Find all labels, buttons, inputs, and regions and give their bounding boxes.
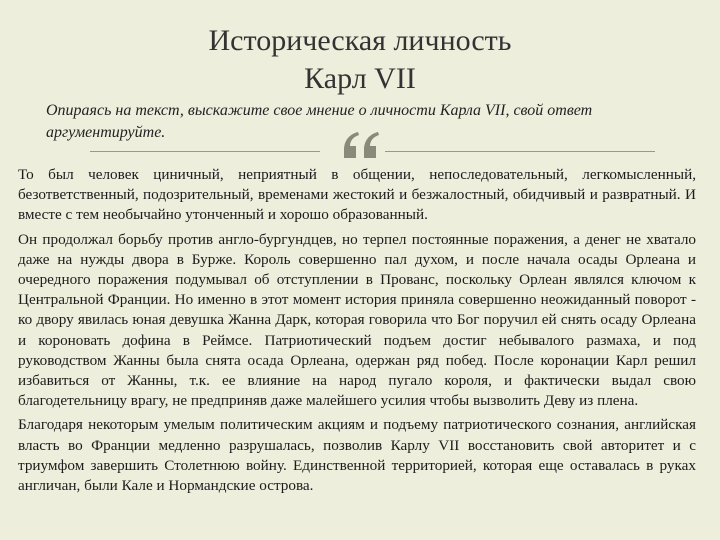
slide-title (150, 22, 570, 98)
divider-left (90, 151, 320, 152)
paragraph-3: Благодаря некоторым умелым политическим акциям и подъему патриотического сознания, английская власть во Франции медленно разрушалась, позволив Карлу VII восстановить свой авторитет и с триумфом завершить Столетнюю войну. Единственной территорией, которая еще оставалась в руках англичан, были Кале и Нормандские острова. (18, 416, 696, 495)
divider-right (385, 151, 655, 152)
task-prompt: Опираясь на текст, выскажите свое мнение о личности Карла VII, свой ответ аргументируйте. (46, 102, 593, 141)
quote-mark-icon (340, 128, 384, 168)
body-text (18, 165, 696, 500)
paragraph-1: То был человек циничный, неприятный в общении, непоследовательный, легкомысленный, безответственный, подозрительный, временами жестокий и безжалостный, обидчивый и развратный. И вместе с тем необычайно утонченный и хорошо образованный. (18, 166, 696, 224)
title-line-1: Историческая личность (208, 24, 512, 57)
title-line-2: Карл VII (304, 62, 416, 95)
paragraph-2: Он продолжал борьбу против англо-бургундцев, но терпел постоянные поражения, а денег не хватало даже на нужды двора в Бурже. Король совершенно пал духом, и после начала осады Орлеана и очередного поражения подумывал об отступлении в Прованс, поскольку Орлеан являлся ключом к Центральной Франции. Но именно в этот момент история приняла совершенно неожиданный поворот - ко двору явилась юная девушка Жанна Дарк, которая говорила что Бог поручил ей снять осаду Орлеана и короновать дофина в Реймсе. Патриотический подъем достиг небывалого размаха, и под руководством Жанны была снята осада Орлеана, одержан ряд побед. После коронации Карл решил избавиться от Жанны, т.к. ее влияние на народ пугало короля, и фактически выдал свою благодетельницу врагу, не предприняв даже малейшего усилия чтобы вызволить Деву из плена. (18, 230, 696, 410)
